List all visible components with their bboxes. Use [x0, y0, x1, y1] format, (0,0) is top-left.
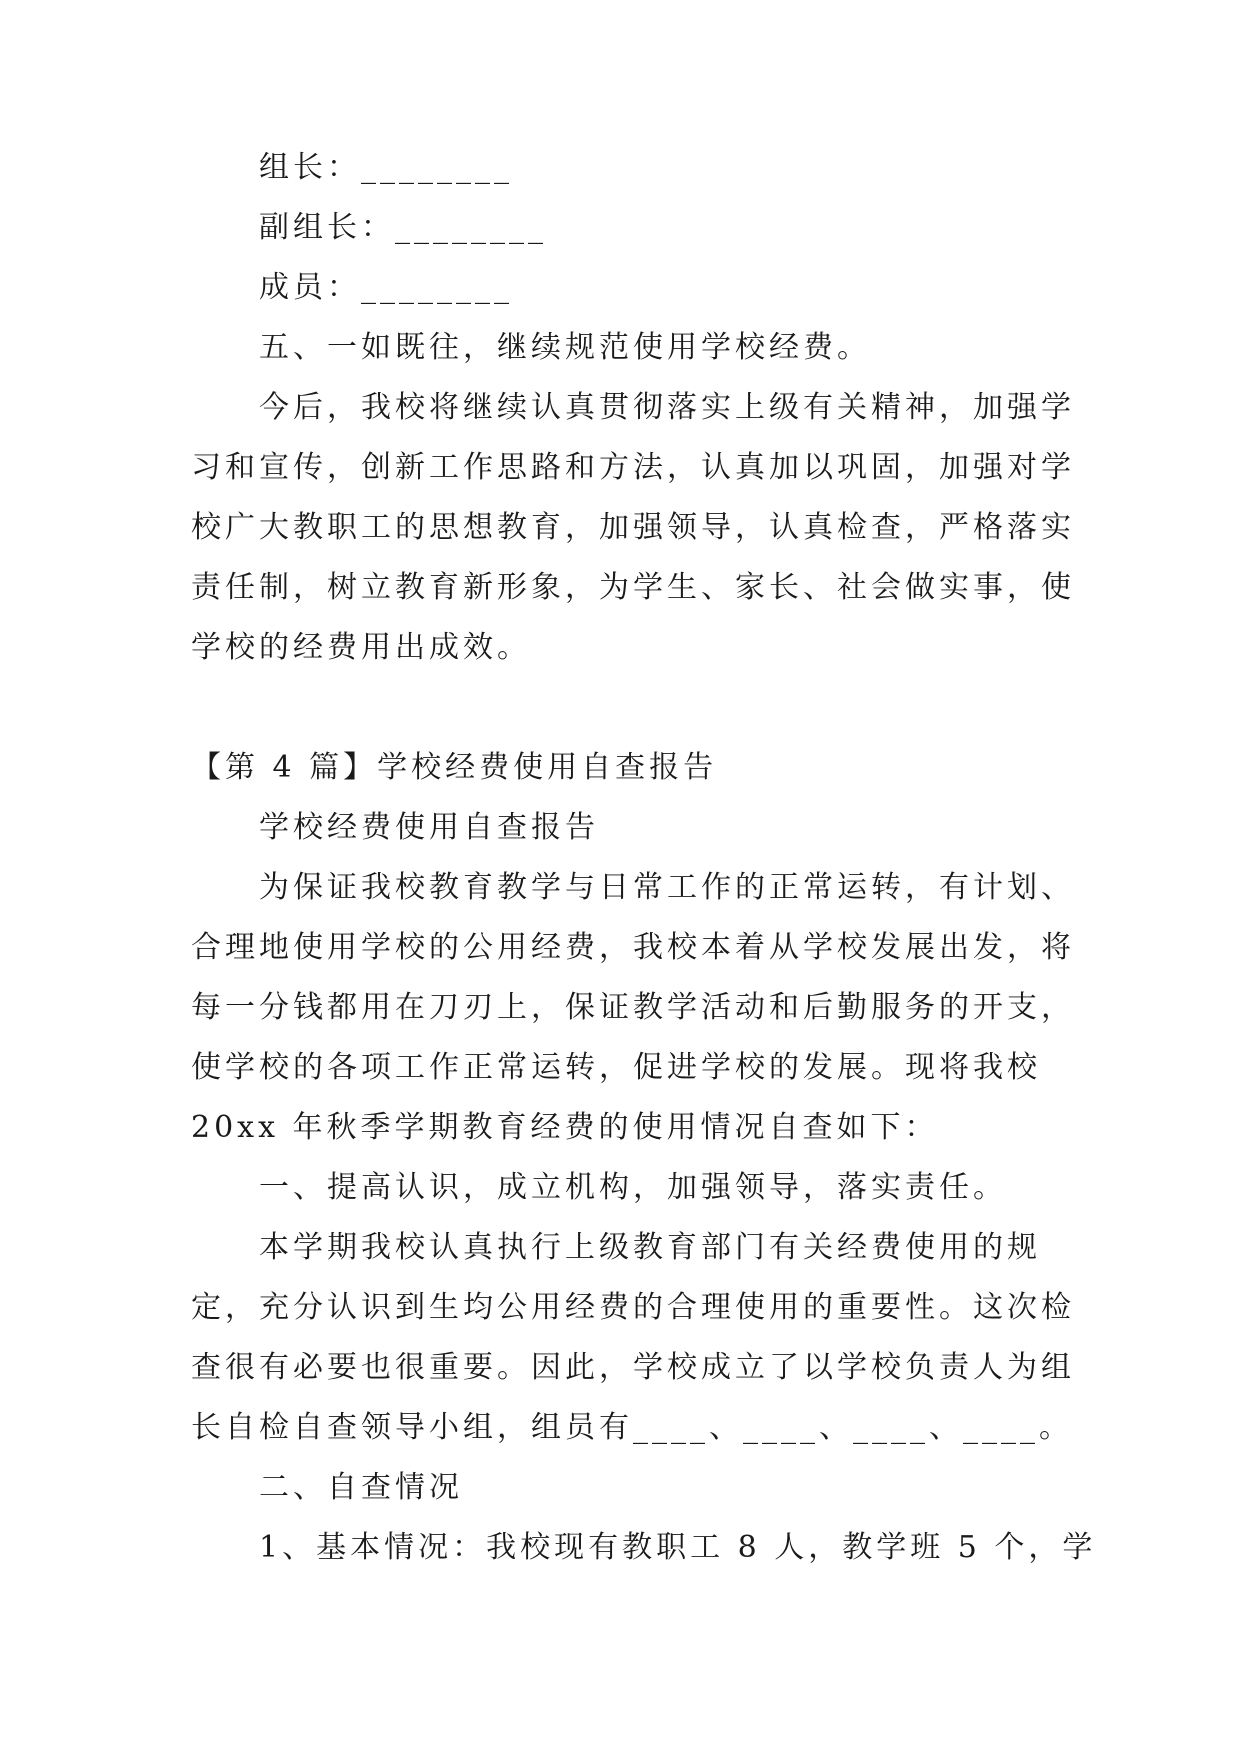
paragraph-line: 定，充分认识到生均公用经费的合理使用的重要性。这次检	[191, 1290, 1075, 1325]
item-two-heading: 二、自查情况	[259, 1470, 463, 1505]
item-two-sub: 1、基本情况：我校现有教职工 8 人，教学班 5 个，学	[259, 1530, 1097, 1565]
paragraph-line: 为保证我校教育教学与日常工作的正常运转，有计划、	[259, 870, 1075, 905]
paragraph-line: 校广大教职工的思想教育，加强领导，认真检查，严格落实	[191, 510, 1075, 545]
paragraph-line: 使学校的各项工作正常运转，促进学校的发展。现将我校	[191, 1050, 1041, 1085]
roster-leader: 组长：________	[259, 150, 513, 185]
document-body	[191, 138, 1097, 1578]
paragraph-line: 长自检自查领导小组，组员有____、____、____、____。	[191, 1410, 1073, 1445]
conclusion-paragraph	[191, 378, 1075, 678]
intro-paragraph	[191, 858, 1075, 1158]
item-one-heading: 一、提高认识，成立机构，加强领导，落实责任。	[259, 1170, 1007, 1205]
paragraph-line: 查很有必要也很重要。因此，学校成立了以学校负责人为组	[191, 1350, 1075, 1385]
paragraph-line: 学校的经费用出成效。	[191, 630, 531, 665]
paragraph-line: 今后，我校将继续认真贯彻落实上级有关精神，加强学	[259, 390, 1075, 425]
section-gap	[191, 678, 1061, 738]
article-heading: 【第 4 篇】学校经费使用自查报告	[191, 750, 718, 785]
paragraph-line: 习和宣传，创新工作思路和方法，认真加以巩固，加强对学	[191, 450, 1075, 485]
roster-members: 成员：________	[259, 270, 513, 305]
paragraph-line: 20xx 年秋季学期教育经费的使用情况自查如下：	[191, 1110, 939, 1145]
item-five: 五、一如既往，继续规范使用学校经费。	[259, 330, 871, 365]
item-one-paragraph	[191, 1218, 1075, 1458]
paragraph-line: 合理地使用学校的公用经费，我校本着从学校发展出发，将	[191, 930, 1075, 965]
paragraph-line: 责任制，树立教育新形象，为学生、家长、社会做实事，使	[191, 570, 1075, 605]
article-title: 学校经费使用自查报告	[259, 810, 599, 845]
paragraph-line: 本学期我校认真执行上级教育部门有关经费使用的规	[259, 1230, 1041, 1265]
roster-deputy-leader: 副组长：________	[259, 210, 547, 245]
paragraph-line: 每一分钱都用在刀刃上，保证教学活动和后勤服务的开支，	[191, 990, 1075, 1025]
